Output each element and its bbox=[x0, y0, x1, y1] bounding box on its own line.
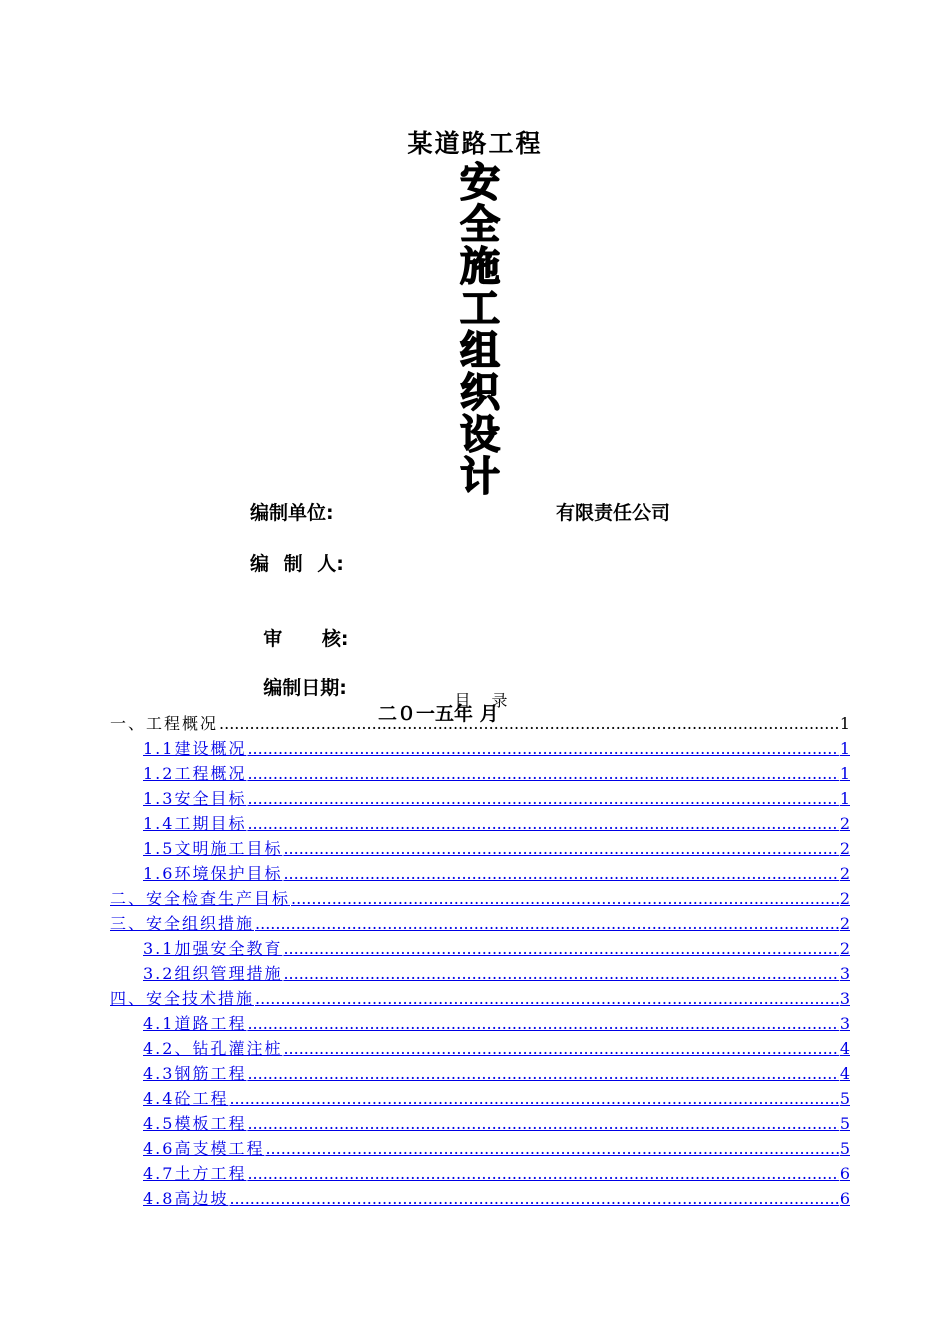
toc-entry-text: 四、安全技术措施 bbox=[110, 989, 255, 1008]
toc-entry-text: 1.3安全目标 bbox=[143, 789, 247, 808]
toc-entry-page: 2 bbox=[839, 814, 850, 833]
field-compiler bbox=[250, 551, 344, 577]
toc-entry-text: 1.1建设概况 bbox=[143, 739, 247, 758]
toc-entry-text: 4.2、钻孔灌注桩 bbox=[143, 1039, 283, 1058]
toc-entry-text: 1.4工期目标 bbox=[143, 814, 247, 833]
toc-entry-page: 2 bbox=[839, 864, 850, 883]
title-char: 全 bbox=[460, 202, 500, 248]
toc-link[interactable] bbox=[143, 1038, 850, 1060]
toc-link[interactable] bbox=[143, 788, 850, 810]
toc-entry-text: 3.2组织管理措施 bbox=[143, 964, 283, 983]
toc-entry-text: 4.4砼工程 bbox=[143, 1089, 229, 1108]
toc-entry-page: 1 bbox=[839, 714, 850, 733]
toc-link[interactable] bbox=[143, 1188, 850, 1210]
toc-entry-text: 三、安全组织措施 bbox=[110, 914, 255, 933]
toc-link[interactable] bbox=[143, 938, 850, 960]
toc-link[interactable] bbox=[143, 1138, 850, 1160]
toc-entry-page: 5 bbox=[839, 1089, 850, 1108]
toc-link[interactable] bbox=[110, 913, 850, 935]
toc-entry-page: 5 bbox=[839, 1139, 850, 1158]
toc-link[interactable] bbox=[143, 1063, 850, 1085]
toc-entry-page: 3 bbox=[839, 1014, 850, 1033]
toc-link[interactable] bbox=[143, 738, 850, 760]
field-reviewer bbox=[250, 600, 349, 650]
toc-entry-page: 2 bbox=[839, 939, 850, 958]
title-char: 工 bbox=[460, 286, 500, 332]
field-label: 审 核: bbox=[263, 628, 349, 650]
toc-entry-text: 4.1道路工程 bbox=[143, 1014, 247, 1033]
toc-entry-page: 2 bbox=[839, 839, 850, 858]
field-compiling-unit bbox=[250, 500, 671, 526]
toc-link[interactable] bbox=[110, 888, 850, 910]
title-char: 计 bbox=[460, 454, 500, 500]
toc-link[interactable] bbox=[143, 813, 850, 835]
field-label: 编 制 人: bbox=[250, 553, 344, 575]
toc-entry-text: 4.3钢筋工程 bbox=[143, 1064, 247, 1083]
toc-entry-text: 1.6环境保护目标 bbox=[143, 864, 283, 883]
toc-entry-page: 5 bbox=[839, 1114, 850, 1133]
toc-entry-page: 4 bbox=[839, 1064, 850, 1083]
toc-link[interactable] bbox=[143, 1088, 850, 1110]
toc-entry-page: 6 bbox=[839, 1164, 850, 1183]
project-subtitle: 某道路工程 bbox=[407, 129, 543, 158]
toc-title: 目 录 bbox=[454, 691, 516, 710]
toc-entry-text: 二、安全检查生产目标 bbox=[110, 889, 291, 908]
toc-link[interactable] bbox=[143, 1163, 850, 1185]
field-label: 编制单位: bbox=[250, 502, 334, 524]
toc-entry-page: 2 bbox=[839, 889, 850, 908]
toc-link[interactable] bbox=[110, 988, 850, 1010]
toc-entry-text: 1.2工程概况 bbox=[143, 764, 247, 783]
field-value: 二０一五年 月 bbox=[378, 703, 499, 725]
toc-entry-page: 4 bbox=[839, 1039, 850, 1058]
toc-entry-page: 1 bbox=[839, 764, 850, 783]
toc-entry-text: 4.7土方工程 bbox=[143, 1164, 247, 1183]
title-char: 织 bbox=[460, 370, 500, 416]
document-title bbox=[440, 162, 520, 498]
field-value: 有限责任公司 bbox=[556, 502, 671, 524]
toc-entry-page: 1 bbox=[839, 789, 850, 808]
title-char: 组 bbox=[460, 328, 500, 374]
toc-entry-page: 3 bbox=[839, 964, 850, 983]
toc-entry-page: 6 bbox=[839, 1189, 850, 1208]
title-char: 施 bbox=[460, 244, 500, 290]
toc-entry-page: 2 bbox=[839, 914, 850, 933]
toc-link[interactable] bbox=[143, 963, 850, 985]
toc-link[interactable] bbox=[143, 1013, 850, 1035]
field-label: 编制日期: bbox=[263, 677, 347, 699]
toc-entry-text: 4.8高边坡 bbox=[143, 1189, 229, 1208]
toc-entry-page: 1 bbox=[839, 739, 850, 758]
toc-entry-text: 4.6高支模工程 bbox=[143, 1139, 265, 1158]
toc-link[interactable] bbox=[143, 863, 850, 885]
toc-entry-text: 3.1加强安全教育 bbox=[143, 939, 283, 958]
toc-entry-text: 1.5文明施工目标 bbox=[143, 839, 283, 858]
toc-link[interactable] bbox=[143, 763, 850, 785]
toc-entry-text: 一、工程概况 bbox=[110, 714, 219, 733]
toc-entry[interactable] bbox=[110, 713, 850, 735]
title-char: 设 bbox=[460, 412, 500, 458]
toc-entry-text: 4.5模板工程 bbox=[143, 1114, 247, 1133]
toc-entry-page: 3 bbox=[839, 989, 850, 1008]
toc-link[interactable] bbox=[143, 1113, 850, 1135]
title-char: 安 bbox=[460, 160, 500, 206]
toc-link[interactable] bbox=[143, 838, 850, 860]
